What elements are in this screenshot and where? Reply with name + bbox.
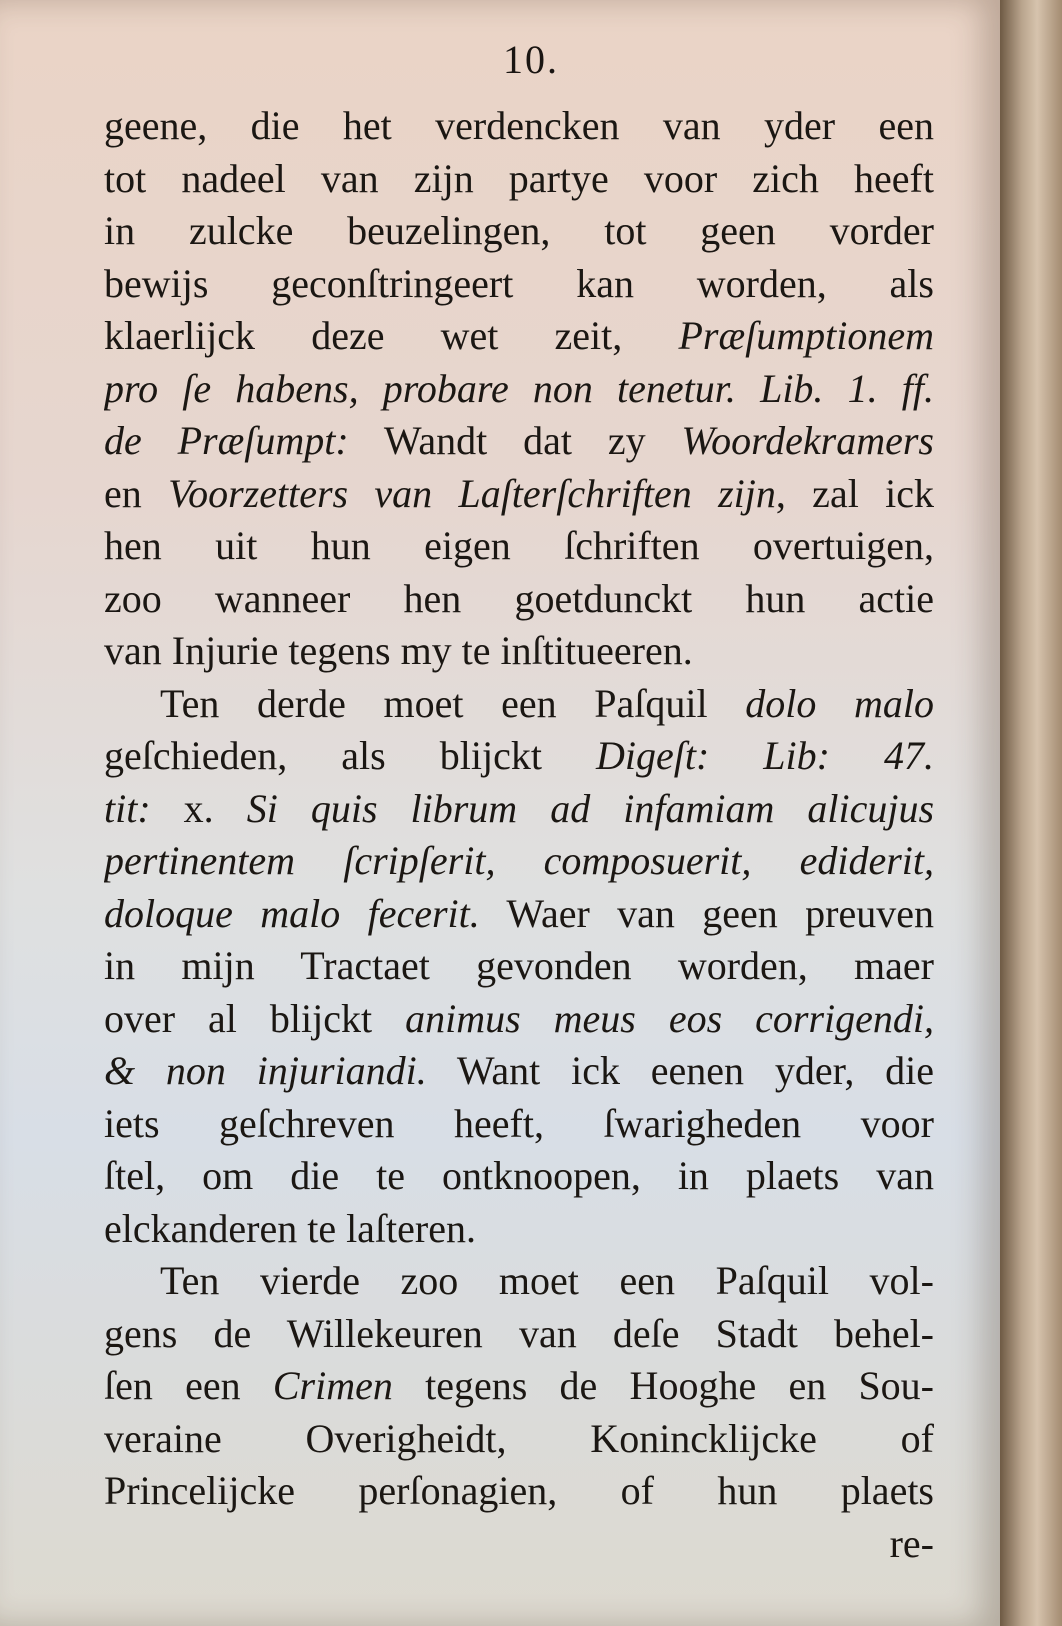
text-line <box>104 520 934 573</box>
roman-text: geene, die het verdencken van yder een <box>104 103 934 148</box>
roman-text: gens de Willekeuren van deſe Stadt behel- <box>104 1310 934 1356</box>
text-line <box>104 1413 934 1466</box>
italic-text: pro ſe habens, probare non tenetur. Lib. 1. ff. <box>104 365 934 411</box>
italic-text: Si quis librum ad infamiam alicujus <box>246 785 934 831</box>
roman-text: Wandt dat zy <box>348 418 682 463</box>
page-number: 10. <box>503 37 559 82</box>
italic-text: animus meus eos corrigendi, <box>405 995 934 1041</box>
roman-text: tegens de Hooghe en Sou- <box>392 1363 934 1408</box>
roman-text: x. <box>150 785 247 831</box>
text-line <box>104 573 934 626</box>
roman-text: Ten vierde zoo moet een Paſquil vol- <box>160 1258 934 1303</box>
text-line <box>104 783 934 836</box>
roman-text: klaerlijck deze wet zeit, <box>104 313 679 358</box>
roman-text: Princelijcke perſonagien, of hun plaets <box>104 1468 934 1513</box>
text-line <box>104 205 934 258</box>
roman-text: Ten derde moet een Paſquil <box>160 680 746 726</box>
text-line <box>104 940 934 993</box>
text-line <box>104 835 934 888</box>
text-line <box>104 1150 934 1203</box>
roman-text: bewijs geconſtringeert kan worden, als <box>104 260 934 306</box>
italic-text: de Præſumpt: <box>104 418 349 463</box>
text-line <box>104 100 934 153</box>
text-line <box>104 1308 934 1361</box>
roman-text: en <box>104 470 169 516</box>
italic-text: dolo malo <box>745 680 934 726</box>
italic-text: Woordekramers <box>681 418 934 463</box>
text-line <box>104 258 934 311</box>
roman-text: veraine Overigheidt, Koninckliјcke of <box>104 1415 934 1461</box>
roman-text: zoo wanneer hen goetdunckt hun actie <box>104 575 934 621</box>
text-line <box>104 363 934 416</box>
text-line <box>104 1203 934 1256</box>
roman-text: tot nadeel van zijn partye voor zich heeft <box>104 155 934 201</box>
roman-text: , zal ick <box>775 470 934 516</box>
roman-text: ſen een <box>104 1363 273 1408</box>
roman-text: over al blijckt <box>104 995 406 1041</box>
text-line <box>104 888 934 941</box>
text-line <box>104 730 934 783</box>
roman-text: van Injurie tegens my te inſtitueeren. <box>104 628 693 673</box>
roman-text: in zulcke beuzelingen, tot geen vorder <box>104 208 934 253</box>
italic-text: doloque malo fecerit. <box>104 890 480 936</box>
text-line <box>104 1360 934 1413</box>
roman-text: iets geſchreven heeft, ſwarigheden voor <box>104 1100 934 1146</box>
italic-text: tit: <box>104 785 151 831</box>
roman-text: Want ick eenen yder, die <box>426 1048 934 1093</box>
roman-text: geſchieden, als blijckt <box>104 733 596 778</box>
body-text <box>104 100 934 1570</box>
roman-text: in mijn Tractaet gevonden worden, maer <box>104 943 934 988</box>
italic-text: pertinentem ſcripſerit, composuerit, ediderit, <box>104 838 934 883</box>
text-line <box>104 1098 934 1151</box>
italic-text: Digeſt: Lib: 47. <box>595 733 934 778</box>
text-line <box>104 1255 934 1308</box>
book-gutter <box>1000 0 1062 1626</box>
italic-text: Crimen <box>272 1363 393 1408</box>
catchword <box>104 1518 934 1571</box>
text-line <box>104 153 934 206</box>
text-line <box>104 625 934 678</box>
italic-text: & non injuriandi. <box>104 1048 427 1093</box>
text-line <box>104 310 934 363</box>
text-line <box>104 678 934 731</box>
text-line <box>104 1045 934 1098</box>
text-line <box>104 1465 934 1518</box>
roman-text: re- <box>889 1520 934 1566</box>
text-line <box>104 993 934 1046</box>
italic-text: Præſumptionem <box>678 313 934 358</box>
text-line <box>104 415 934 468</box>
roman-text: Waer van geen preuven <box>479 890 934 936</box>
roman-text: hen uit hun eigen ſchriften overtuigen, <box>104 523 934 568</box>
roman-text: ſtel, om die te ontknoopen, in plaets van <box>104 1153 934 1198</box>
text-line <box>104 468 934 521</box>
italic-text: Voorzetters van Laſterſchriften zijn <box>168 470 776 516</box>
roman-text: elckanderen te laſteren. <box>104 1205 476 1251</box>
